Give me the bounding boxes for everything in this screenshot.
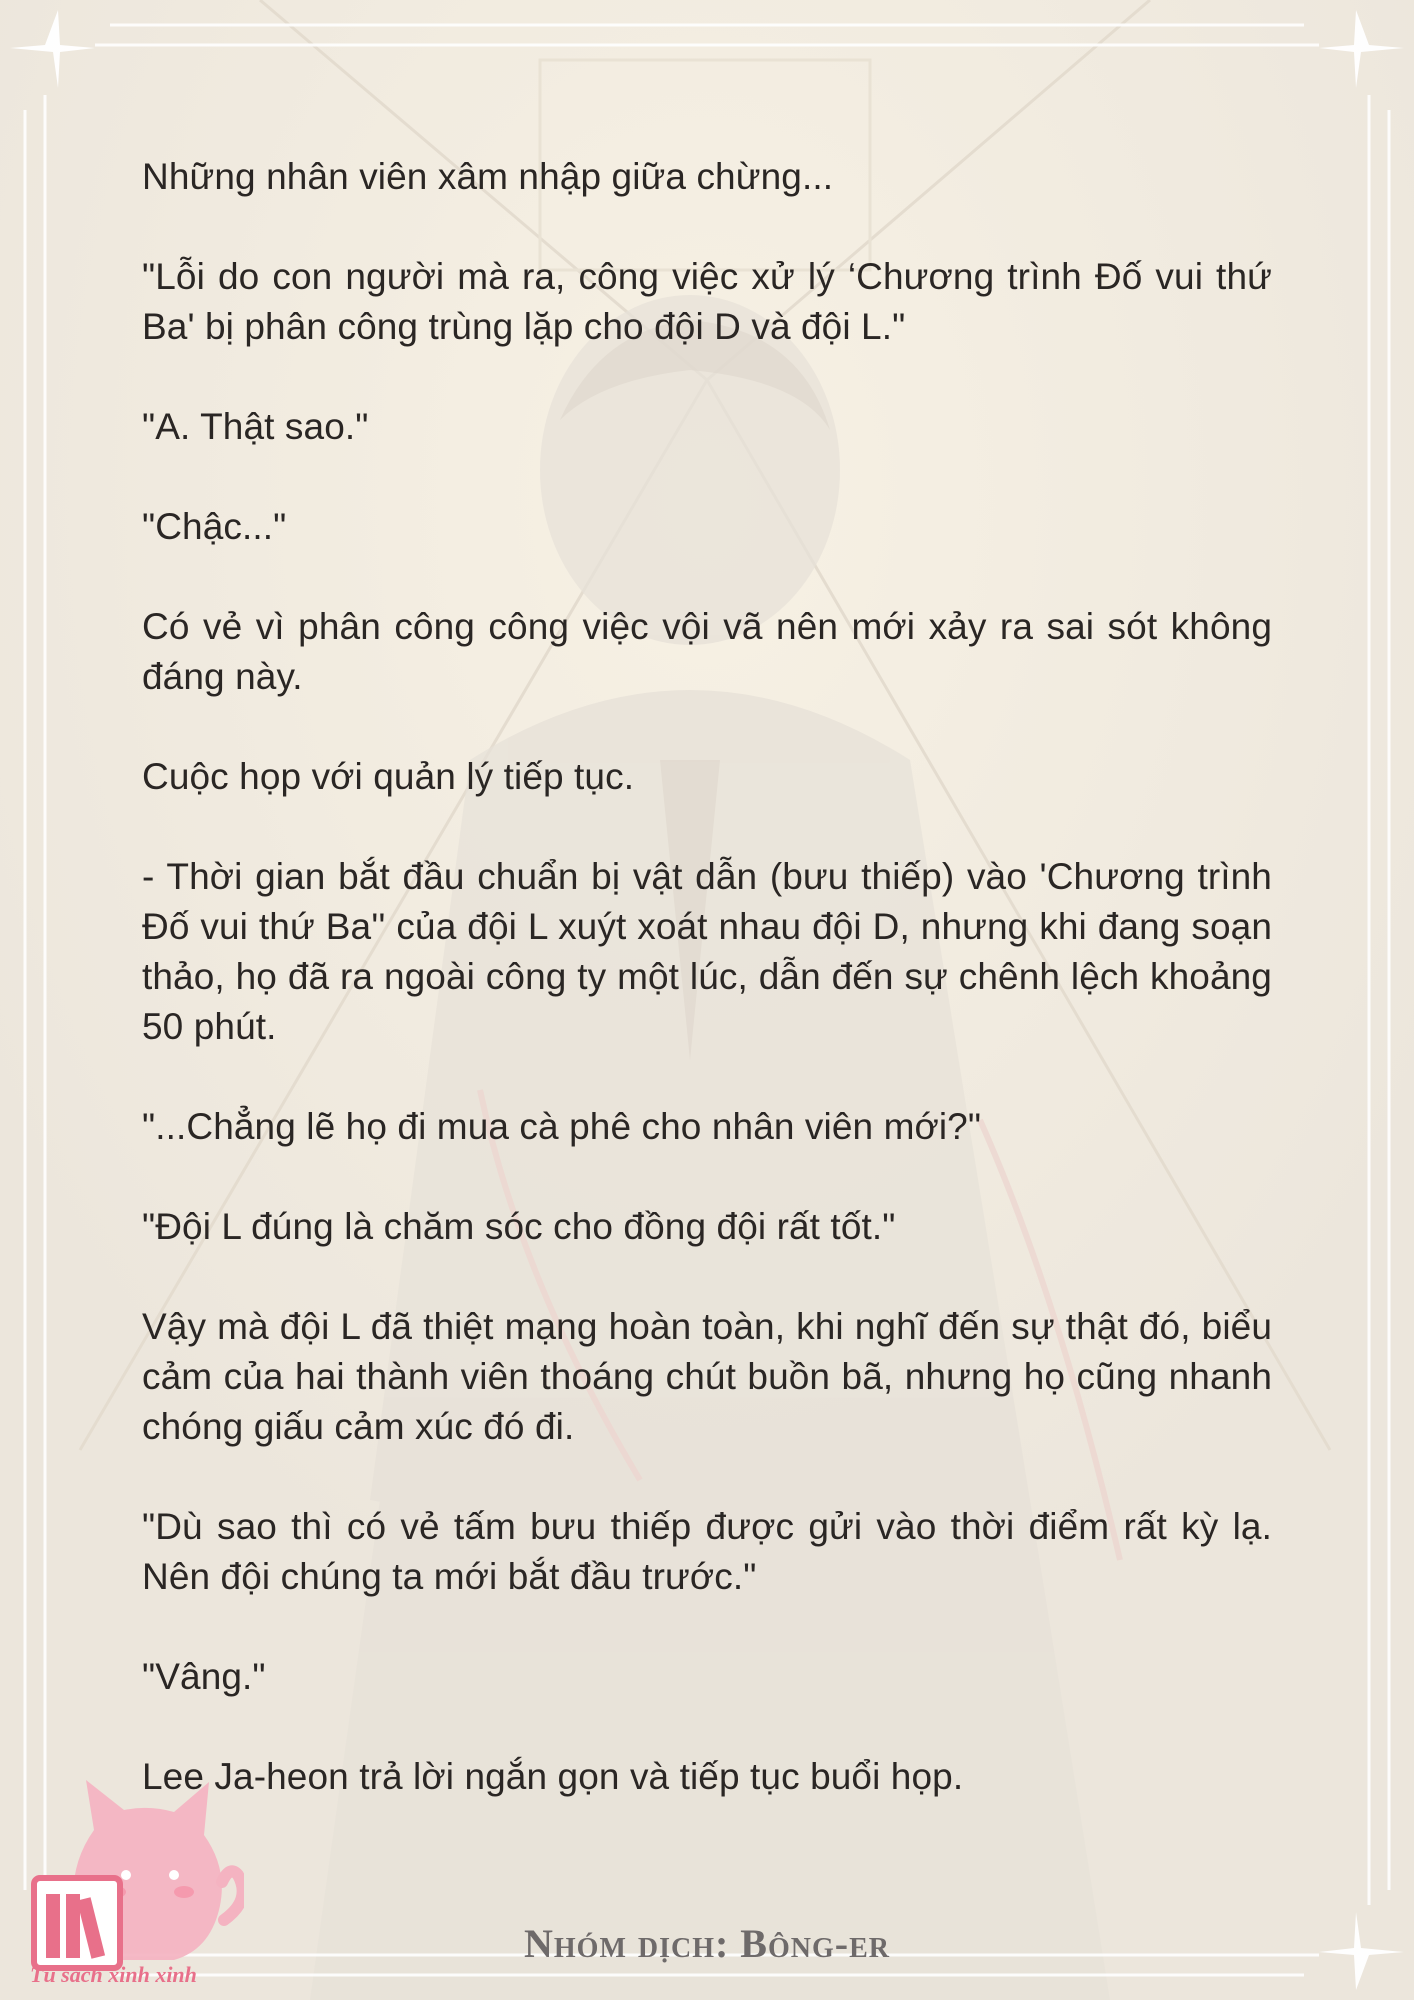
paragraph: - Thời gian bắt đầu chuẩn bị vật dẫn (bưu thiếp) vào 'Chương trình Đố vui thứ Ba'' của đội L xuýt xoát nhau đội D, nhưng khi đang soạn thảo, họ đã ra ngoài công ty một lúc, dẫn đến sự chênh lệch khoảng 50 phút. [142, 856, 1272, 1047]
paragraph: Những nhân viên xâm nhập giữa chừng... [142, 156, 834, 197]
paragraph: "Dù sao thì có vẻ tấm bưu thiếp được gửi vào thời điểm rất kỳ lạ. Nên đội chúng ta mới bắt đầu trước." [142, 1506, 1272, 1597]
story-text [142, 152, 1272, 1852]
paragraph: Vậy mà đội L đã thiệt mạng hoàn toàn, khi nghĩ đến sự thật đó, biểu cảm của hai thành viên thoáng chút buồn bã, nhưng họ cũng nhanh chóng giấu cảm xúc đó đi. [142, 1306, 1272, 1447]
paragraph: "Đội L đúng là chăm sóc cho đồng đội rất tốt." [142, 1206, 896, 1247]
paragraph: Lee Ja-heon trả lời ngắn gọn và tiếp tục buổi họp. [142, 1756, 964, 1797]
paragraph: "Lỗi do con người mà ra, công việc xử lý ‘Chương trình Đố vui thứ Ba' bị phân công trùng lặp cho đội D và đội L." [142, 256, 1272, 347]
paragraph: Có vẻ vì phân công công việc vội vã nên mới xảy ra sai sót không đáng này. [142, 606, 1272, 697]
paragraph: "Chậc..." [142, 506, 287, 547]
paragraph: "Vâng." [142, 1656, 266, 1697]
paragraph: "A. Thật sao." [142, 406, 369, 447]
paragraph: Cuộc họp với quản lý tiếp tục. [142, 756, 635, 797]
paragraph: "...Chẳng lẽ họ đi mua cà phê cho nhân viên mới?" [142, 1106, 982, 1147]
logo-caption: Tủ sách xinh xinh [30, 1962, 197, 1987]
translator-credit: Nhóm dịch: Bông-er [524, 1921, 890, 1966]
